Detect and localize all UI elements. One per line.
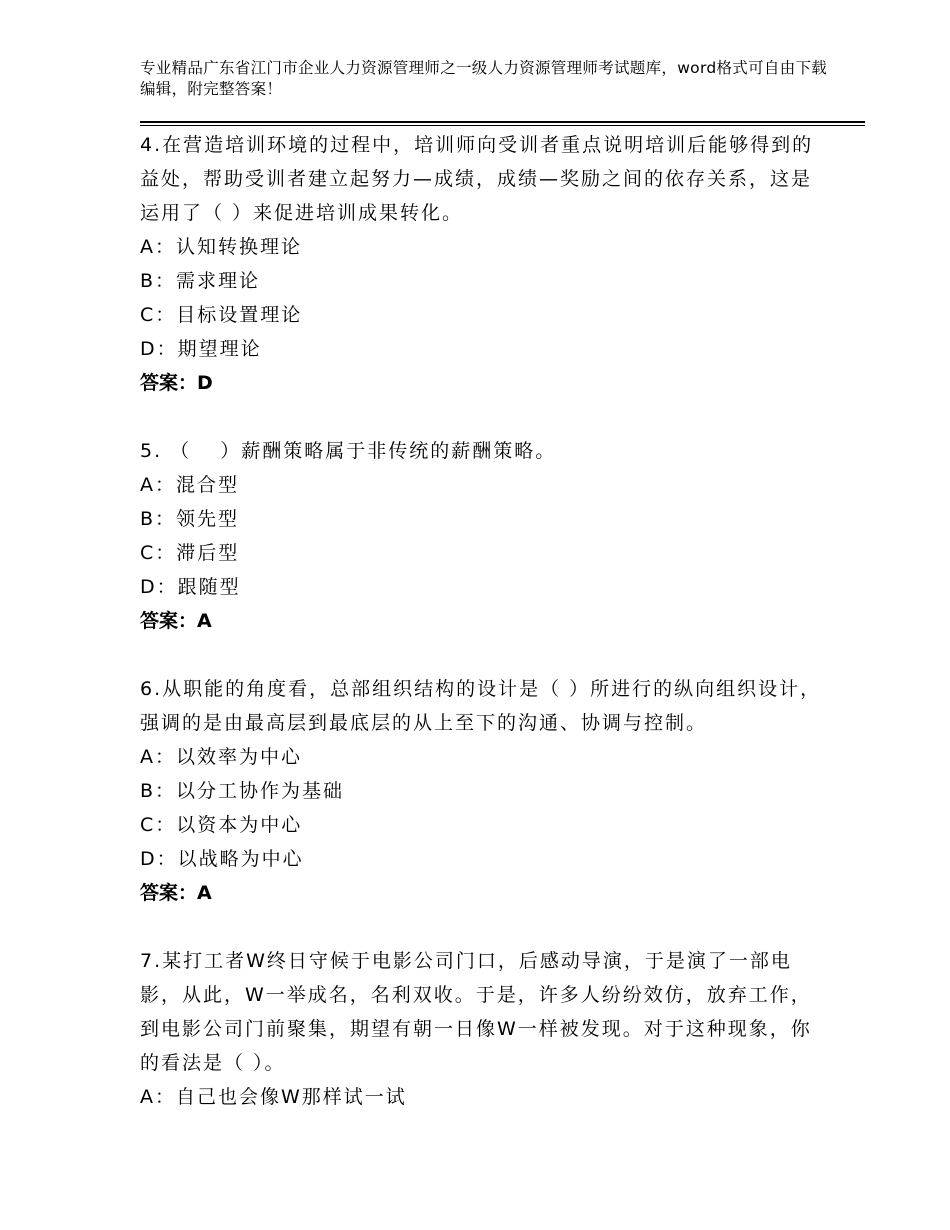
option-c: C：目标设置理论 — [140, 304, 303, 326]
page-header: 专业精品广东省江门市企业人力资源管理师之一级人力资源管理师考试题库，word格式可自由下载编辑，附完整答案！ — [140, 59, 828, 98]
option-a: A：以效率为中心 — [140, 746, 302, 768]
option-a: A：混合型 — [140, 474, 239, 496]
question-6 — [140, 672, 830, 910]
spacer — [140, 400, 830, 434]
option-a: A：认知转换理论 — [140, 236, 302, 258]
question-text: 4.在营造培训环境的过程中，培训师向受训者重点说明培训后能够得到的益处，帮助受训者建立起努力—成绩，成绩—奖励之间的依存关系，这是运用了（ ）来促进培训成果转化。 — [140, 134, 814, 224]
option-b: B：以分工协作为基础 — [140, 780, 345, 802]
option-d: D：跟随型 — [140, 576, 241, 598]
question-4 — [140, 128, 830, 400]
option-d: D：以战略为中心 — [140, 848, 304, 870]
option-c: C：滞后型 — [140, 542, 240, 564]
option-a: A：自己也会像W那样试一试 — [140, 1086, 407, 1108]
question-text: 5. （ ）薪酬策略属于非传统的薪酬策略。 — [140, 440, 557, 462]
question-5 — [140, 434, 830, 638]
question-7 — [140, 944, 830, 1114]
header-rule-thick — [140, 121, 865, 123]
question-text: 6.从职能的角度看，总部组织结构的设计是（ ）所进行的纵向组织设计，强调的是由最高层到最底层的从上至下的沟通、协调与控制。 — [140, 678, 822, 734]
option-b: B：需求理论 — [140, 270, 261, 292]
option-d: D：期望理论 — [140, 338, 262, 360]
option-b: B：领先型 — [140, 508, 240, 530]
spacer — [140, 638, 830, 672]
question-text: 7.某打工者W终日守候于电影公司门口，后感动导演，于是演了一部电影，从此，W一举成名，名利双收。于是，许多人纷纷效仿，放弃工作，到电影公司门前聚集，期望有朝一日像W一样被发现。对于这种现象，你的看法是（ ）。 — [140, 950, 812, 1074]
spacer — [140, 910, 830, 944]
answer: 答案：A — [140, 610, 212, 632]
option-c: C：以资本为中心 — [140, 814, 303, 836]
header-rule-thin — [140, 125, 865, 126]
answer: 答案：A — [140, 882, 212, 904]
answer: 答案：D — [140, 372, 213, 394]
question-list — [140, 128, 830, 1114]
